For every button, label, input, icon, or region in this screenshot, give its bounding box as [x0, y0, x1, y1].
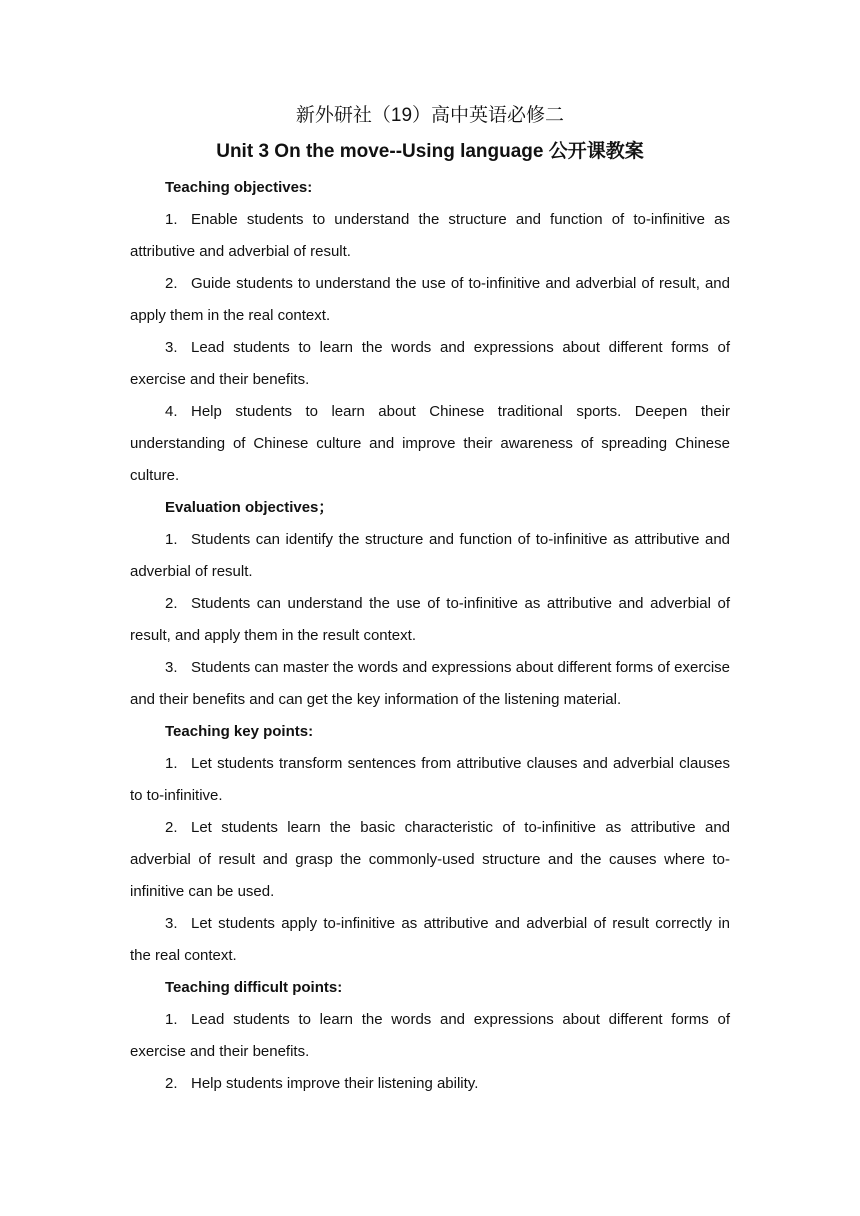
item-text: Guide students to understand the use of to-infinitive and adverbial of result, and apply them in the real context.	[130, 275, 730, 324]
item-number: 1.	[165, 531, 178, 548]
item-number: 1.	[165, 755, 178, 772]
section-teaching-difficult-points	[130, 972, 730, 1100]
item-number: 4.	[165, 403, 178, 420]
section-heading: Teaching key points:	[165, 723, 314, 740]
section-heading: Teaching difficult points:	[165, 979, 343, 996]
list-item	[130, 268, 730, 332]
item-number: 1.	[165, 211, 178, 228]
list-item	[130, 652, 730, 716]
item-text: Help students improve their listening ability.	[191, 1075, 479, 1092]
list-item	[130, 812, 730, 908]
section-heading: Evaluation objectives；	[165, 499, 334, 516]
item-number: 3.	[165, 339, 178, 356]
list-item	[130, 204, 730, 268]
list-item	[130, 748, 730, 812]
document-subtitle: Unit 3 On the move--Using language 公开课教案	[216, 141, 644, 162]
section-teaching-objectives	[130, 172, 730, 492]
list-item	[130, 908, 730, 972]
section-heading: Teaching objectives:	[165, 179, 313, 196]
list-item	[130, 1068, 730, 1100]
list-item	[130, 524, 730, 588]
list-item	[130, 1004, 730, 1068]
item-text: Lead students to learn the words and expressions about different forms of exercise and their benefits.	[130, 339, 730, 388]
item-number: 2.	[165, 819, 178, 836]
item-text: Students can identify the structure and function of to-infinitive as attributive and adverbial of result.	[130, 531, 730, 580]
item-text: Help students to learn about Chinese traditional sports. Deepen their understanding of Chinese culture and improve their awareness of spreading Chinese culture.	[130, 403, 730, 484]
item-number: 1.	[165, 1011, 178, 1028]
item-text: Enable students to understand the structure and function of to-infinitive as attributive and adverbial of result.	[130, 211, 730, 260]
document-title: 新外研社（19）高中英语必修二	[295, 105, 565, 126]
item-number: 3.	[165, 915, 178, 932]
item-text: Students can understand the use of to-infinitive as attributive and adverbial of result, and apply them in the result context.	[130, 595, 730, 644]
item-text: Let students learn the basic characteristic of to-infinitive as attributive and adverbial of result and grasp the commonly-used structure and the causes where to-infinitive can be used.	[130, 819, 730, 900]
item-text: Students can master the words and expressions about different forms of exercise and their benefits and can get the key information of the listening material.	[130, 659, 730, 708]
section-teaching-key-points	[130, 716, 730, 972]
document-page	[130, 100, 730, 1100]
item-number: 3.	[165, 659, 178, 676]
item-text: Let students transform sentences from attributive clauses and adverbial clauses to to-infinitive.	[130, 755, 730, 804]
list-item	[130, 332, 730, 396]
item-text: Let students apply to-infinitive as attributive and adverbial of result correctly in the real context.	[130, 915, 730, 964]
list-item	[130, 588, 730, 652]
item-number: 2.	[165, 275, 178, 292]
item-number: 2.	[165, 595, 178, 612]
list-item	[130, 396, 730, 492]
section-evaluation-objectives	[130, 492, 730, 716]
item-number: 2.	[165, 1075, 178, 1092]
item-text: Lead students to learn the words and expressions about different forms of exercise and their benefits.	[130, 1011, 730, 1060]
